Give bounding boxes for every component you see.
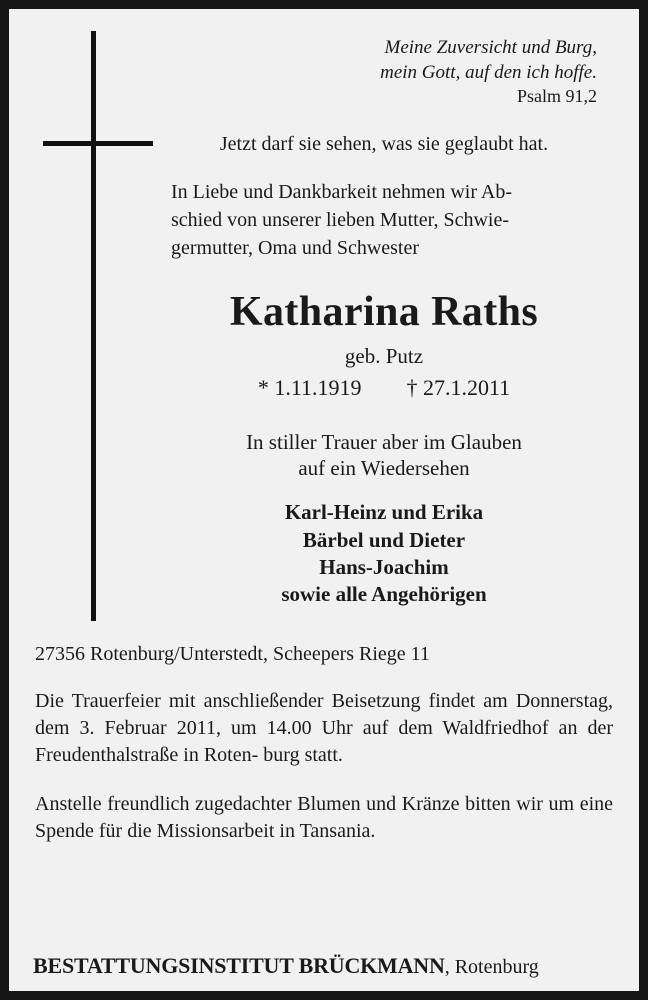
- birth-date: * 1.11.1919: [257, 374, 362, 400]
- mourning-line-2: auf ein Wiedersehen: [298, 456, 470, 481]
- mourning-text: [163, 429, 605, 482]
- funeral-line-1: Die Trauerfeier mit anschließender Beisetzung findet am: [35, 689, 508, 712]
- cross-horizontal-bar: [43, 141, 153, 146]
- obituary-inner: [9, 9, 639, 991]
- funeral-line-3: dem Waldfriedhof an der Freudenthalstraße in Roten-: [35, 716, 614, 766]
- donation-line-2: bitten wir um eine Spende für die Missionsarbeit in: [35, 792, 614, 842]
- mourning-line-1: In stiller Trauer aber im Glauben: [246, 429, 522, 454]
- intro-line-2: schied von unserer lieben Mutter, Schwie-: [171, 208, 509, 231]
- lead-sentence: Jetzt darf sie sehen, was sie geglaubt hat.: [219, 132, 549, 155]
- funeral-details: [35, 688, 613, 769]
- funeral-line-2: Donnerstag, dem 3. Februar 2011, um 14.00 Uhr auf: [35, 689, 614, 739]
- donation-line-1: Anstelle freundlich zugedachter Blumen und Kränze: [35, 792, 460, 815]
- death-date: † 27.1.2011: [406, 374, 511, 400]
- donation-request: [35, 791, 613, 845]
- psalm-line-2: mein Gott, auf den ich hoffe.: [380, 62, 597, 84]
- funeral-home-name: BESTATTUNGSINSTITUT BRÜCKMANN: [33, 953, 445, 978]
- deceased-maiden-name: geb. Putz: [344, 343, 424, 368]
- family-member-2: Bärbel und Dieter: [302, 527, 466, 552]
- funeral-home-credit: [33, 953, 539, 979]
- family-member-3: Hans-Joachim: [319, 555, 449, 579]
- intro-paragraph: [171, 178, 601, 262]
- deceased-dates: [163, 375, 605, 401]
- address-line: 27356 Rotenburg/Unterstedt, Scheepers Riege 11: [35, 642, 430, 665]
- funeral-line-4: burg statt.: [263, 743, 343, 766]
- text-column: [163, 133, 605, 609]
- deceased-name: Katharina Raths: [229, 288, 539, 335]
- donation-line-3: Tansania.: [299, 819, 376, 842]
- cross-icon: [43, 31, 153, 621]
- family-list: [163, 499, 605, 608]
- psalm-reference: Psalm 91,2: [516, 86, 597, 107]
- intro-line-3: germutter, Oma und Schwester: [171, 236, 420, 259]
- funeral-home-town: , Rotenburg: [444, 956, 539, 978]
- cross-vertical-bar: [91, 31, 96, 621]
- family-member-4: sowie alle Angehörigen: [281, 582, 487, 607]
- family-member-1: Karl-Heinz und Erika: [284, 500, 484, 525]
- psalm-line-1: Meine Zuversicht und Burg,: [384, 37, 597, 58]
- intro-line-1: In Liebe und Dankbarkeit nehmen wir Ab-: [171, 180, 513, 203]
